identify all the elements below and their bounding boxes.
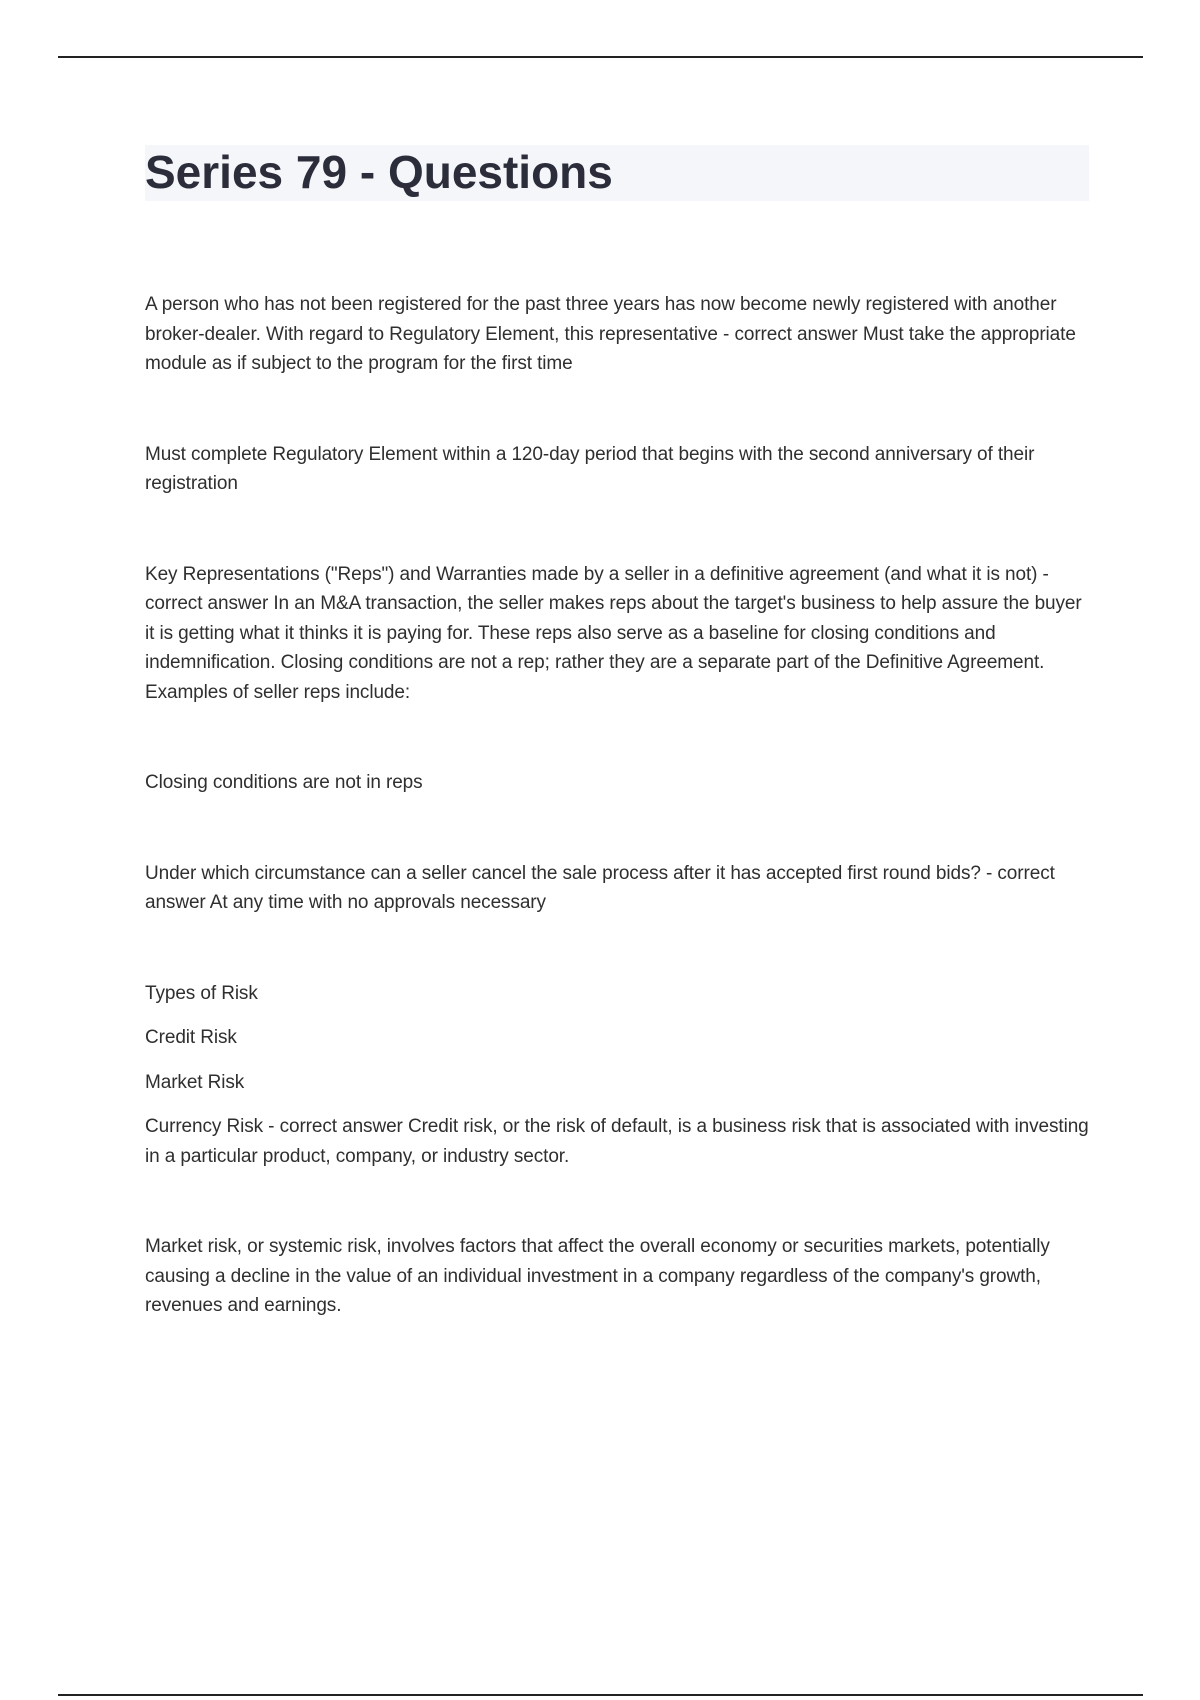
paragraph-registration-question: A person who has not been registered for the past three years has now become newly registered with another broker-dealer. With regard to Regulatory Element, this representative - correct answer Must take the appropriate module as if subject to the program for the first time bbox=[145, 294, 1076, 374]
paragraph-types-of-risk: Types of Risk bbox=[145, 982, 258, 1004]
paragraph-market-risk: Market Risk bbox=[145, 1071, 245, 1093]
paragraph-currency-risk: Currency Risk - correct answer Credit risk, or the risk of default, is a business risk that is associated with investing in a particular product, company, or industry sector. bbox=[145, 1116, 1089, 1167]
paragraph-reps-warranties: Key Representations ("Reps") and Warranties made by a seller in a definitive agreement (and what it is not) - correct answer In an M&A transaction, the seller makes reps about the target's business to help assure the buyer it is getting what it thinks it is paying for. These reps also serve as a baseline for closing conditions and indemnification. Closing conditions are not a rep; rather they are a separate part of the Definitive Agreement. Examples of seller reps include: bbox=[145, 563, 1082, 703]
paragraph-market-risk-definition: Market risk, or systemic risk, involves factors that affect the overall economy or securities markets, potentially causing a decline in the value of an individual investment in a company regardless of the company's growth, revenues and earnings. bbox=[145, 1236, 1050, 1316]
paragraph-credit-risk: Credit Risk bbox=[145, 1027, 237, 1048]
page-title: Series 79 - Questions bbox=[145, 146, 613, 198]
bottom-divider bbox=[58, 1694, 1143, 1696]
top-divider bbox=[58, 56, 1143, 58]
paragraph-cancel-sale-question: Under which circumstance can a seller cancel the sale process after it has accepted first round bids? - correct answer At any time with no approvals necessary bbox=[145, 862, 1055, 913]
document-body bbox=[145, 290, 1090, 1321]
paragraph-closing-conditions: Closing conditions are not in reps bbox=[145, 772, 423, 793]
paragraph-regulatory-element: Must complete Regulatory Element within a 120-day period that begins with the second anniversary of their registration bbox=[145, 443, 1035, 494]
